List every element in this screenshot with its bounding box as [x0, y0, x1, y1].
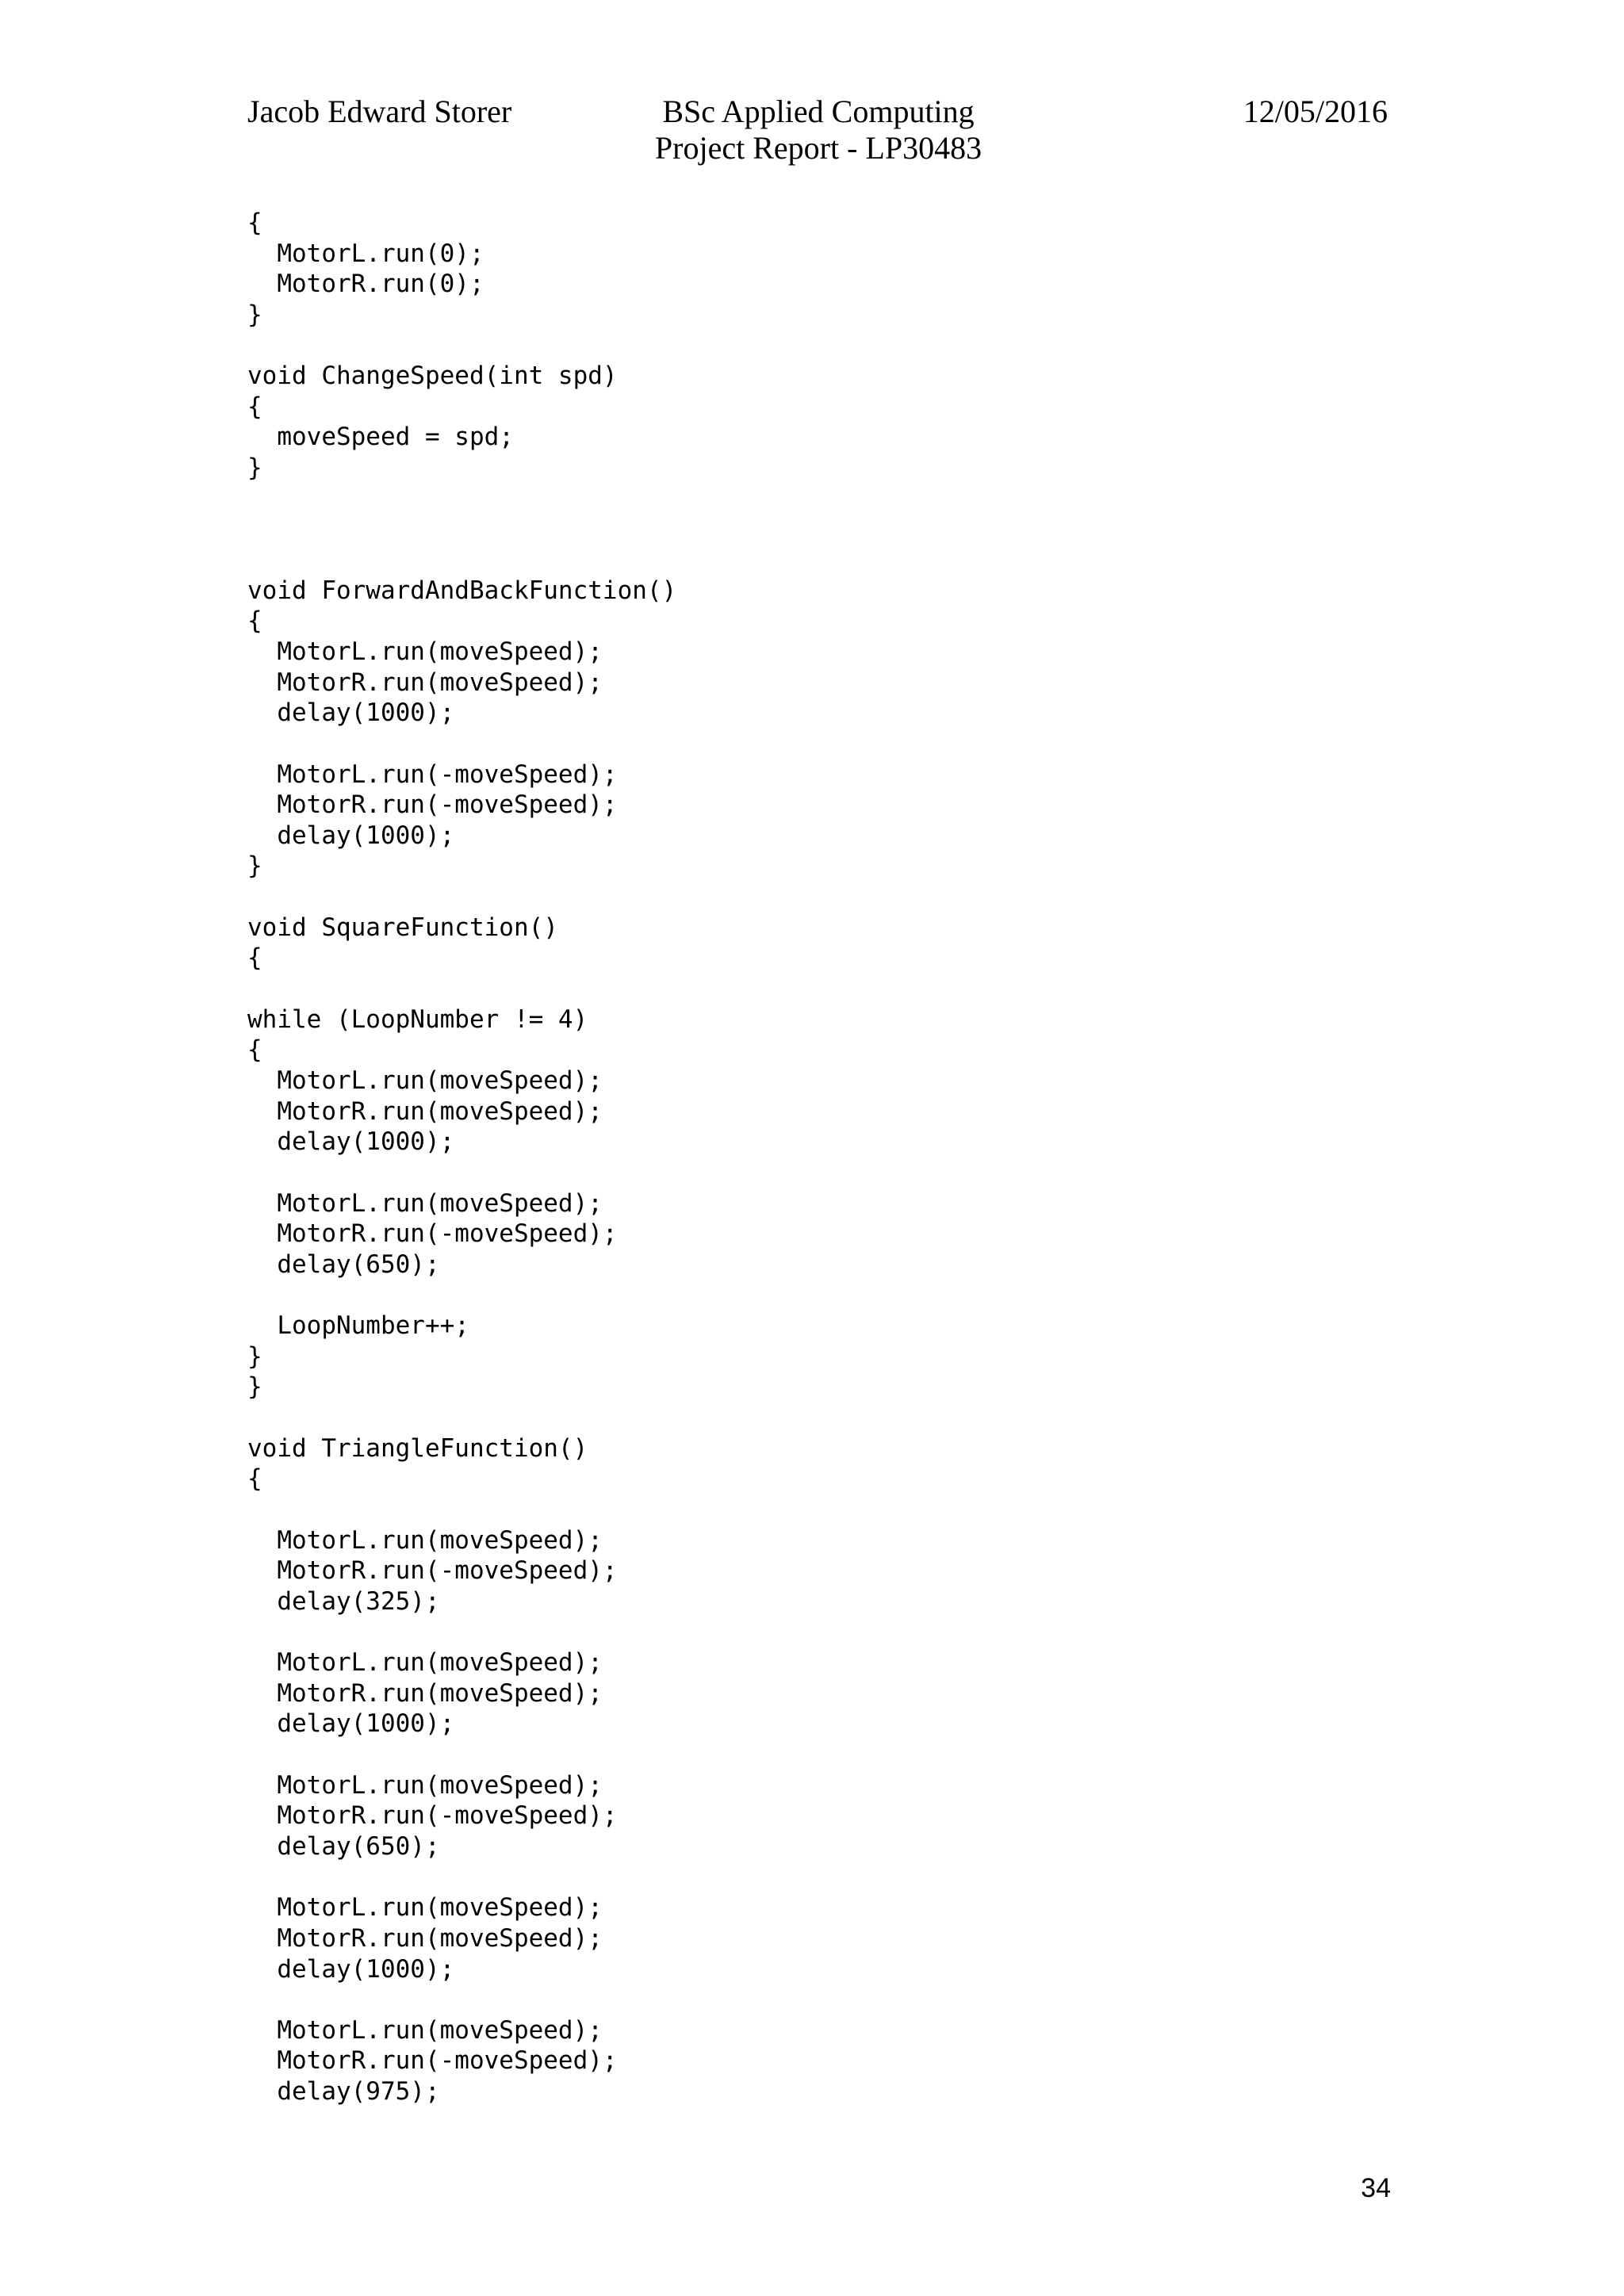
code-line: }: [247, 1341, 262, 1371]
code-line: MotorL.run(moveSpeed);: [247, 1648, 603, 1678]
code-line: MotorL.run(moveSpeed);: [247, 637, 603, 666]
code-line: void SquareFunction(): [247, 913, 558, 942]
code-line: void ForwardAndBackFunction(): [247, 576, 677, 605]
code-line: MotorR.run(moveSpeed);: [247, 1096, 603, 1126]
code-line: MotorR.run(-moveSpeed);: [247, 1801, 618, 1831]
code-line: MotorL.run(moveSpeed);: [247, 1770, 603, 1800]
code-line: MotorL.run(moveSpeed);: [247, 1893, 603, 1923]
code-line: [247, 514, 1358, 545]
code-line: delay(650);: [247, 1249, 440, 1279]
code-line: [247, 1280, 1358, 1311]
code-line: [247, 974, 1358, 1004]
header-course: BSc Applied Computing: [662, 94, 975, 129]
code-line: MotorL.run(moveSpeed);: [247, 1525, 603, 1555]
header-author: Jacob Edward Storer: [247, 94, 512, 129]
page-number: 34: [1361, 2173, 1391, 2203]
code-line: MotorL.run(moveSpeed);: [247, 1066, 603, 1095]
code-line: MotorL.run(-moveSpeed);: [247, 760, 618, 789]
code-line: {: [247, 1464, 262, 1494]
code-line: [247, 1494, 1358, 1525]
code-line: delay(1000);: [247, 821, 455, 850]
code-line: [247, 1739, 1358, 1770]
code-line: void TriangleFunction(): [247, 1433, 588, 1463]
code-line: delay(1000);: [247, 698, 455, 728]
code-line: [247, 1984, 1358, 2015]
header-title-block: [644, 94, 993, 166]
code-line: [247, 1862, 1358, 1893]
code-line: moveSpeed = spd;: [247, 423, 514, 452]
code-line: [247, 1617, 1358, 1647]
code-line: MotorR.run(-moveSpeed);: [247, 1556, 618, 1586]
code-line: delay(325);: [247, 1586, 440, 1616]
code-line: {: [247, 607, 262, 636]
code-line: MotorR.run(-moveSpeed);: [247, 790, 618, 820]
code-line: MotorR.run(moveSpeed);: [247, 1923, 603, 1953]
code-line: {: [247, 209, 262, 237]
code-line: [247, 545, 1358, 576]
code-line: [247, 331, 1358, 362]
code-line: void ChangeSpeed(int spd): [247, 362, 618, 391]
code-line: MotorL.run(moveSpeed);: [247, 1188, 603, 1218]
code-line: LoopNumber++;: [247, 1311, 469, 1341]
code-line: MotorR.run(-moveSpeed);: [247, 2046, 618, 2076]
code-line: delay(1000);: [247, 1709, 455, 1739]
code-line: [247, 484, 1358, 515]
code-line: delay(975);: [247, 2077, 440, 2107]
page-header: [247, 94, 1388, 181]
code-line: delay(1000);: [247, 1127, 455, 1157]
code-line: while (LoopNumber != 4): [247, 1004, 588, 1034]
code-line: MotorL.run(0);: [247, 239, 485, 268]
code-line: MotorL.run(moveSpeed);: [247, 2015, 603, 2045]
code-line: MotorR.run(moveSpeed);: [247, 1678, 603, 1708]
code-line: }: [247, 453, 262, 483]
code-line: MotorR.run(-moveSpeed);: [247, 1219, 618, 1249]
code-line: }: [247, 1372, 262, 1402]
code-line: }: [247, 300, 262, 329]
code-line: delay(650);: [247, 1831, 440, 1861]
code-line: {: [247, 392, 262, 421]
code-line: MotorR.run(0);: [247, 270, 485, 299]
code-line: [247, 1158, 1358, 1188]
code-line: [247, 729, 1358, 760]
code-line: {: [247, 943, 262, 973]
code-line: delay(1000);: [247, 1954, 455, 1984]
code-line: {: [247, 1035, 262, 1065]
header-report: Project Report - LP30483: [654, 130, 982, 166]
code-line: [247, 1402, 1358, 1433]
code-line: }: [247, 851, 262, 881]
code-line: [247, 882, 1358, 913]
code-line: MotorR.run(moveSpeed);: [247, 668, 603, 697]
code-listing: [247, 208, 1358, 2110]
header-date: 12/05/2016: [1243, 94, 1388, 129]
